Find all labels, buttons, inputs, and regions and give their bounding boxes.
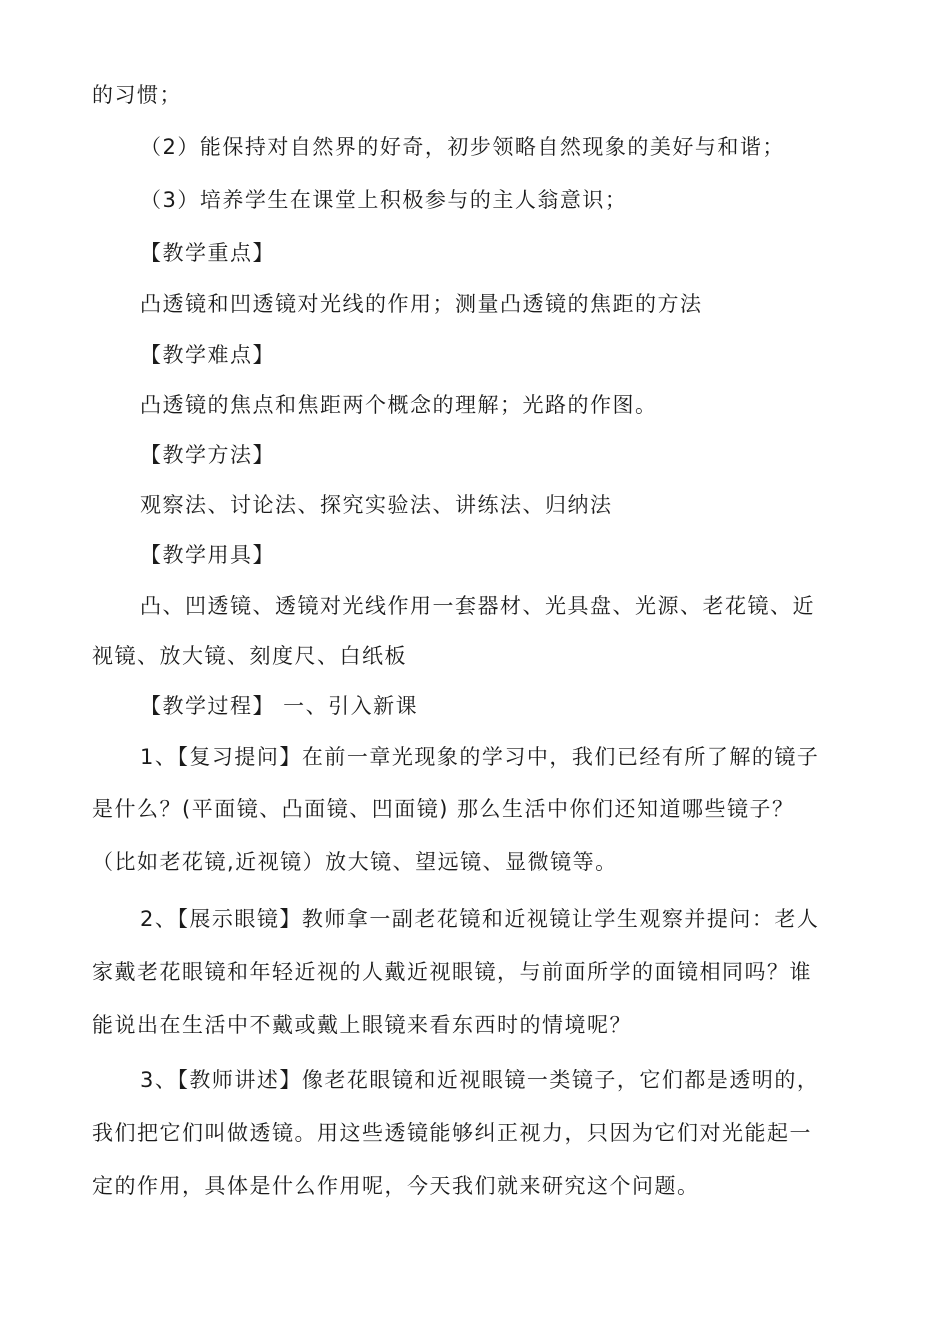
text-line: 凸透镜的焦点和焦距两个概念的理解；光路的作图。 [140,393,658,417]
text-line: （2）能保持对自然界的好奇，初步领略自然现象的美好与和谐； [140,135,785,159]
text-line: 的习惯； [92,83,182,107]
section-heading: 【教学过程】 一、引入新课 [140,694,419,718]
text-line: 我们把它们叫做透镜。用这些透镜能够纠正视力，只因为它们对光能起一 [92,1121,812,1145]
text-line: 能说出在生活中不戴或戴上眼镜来看东西时的情境呢？ [92,1013,632,1037]
section-heading: 【教学难点】 [140,343,275,367]
section-heading: 【教学用具】 [140,543,275,567]
text-line: （比如老花镜,近视镜）放大镜、望远镜、显微镜等。 [92,850,618,874]
text-line: 是什么？(平面镜、凸面镜、凹面镜) 那么生活中你们还知道哪些镜子？ [92,797,795,821]
text-line: 观察法、讨论法、探究实验法、讲练法、归纳法 [140,493,613,517]
text-line: 定的作用，具体是什么作用呢，今天我们就来研究这个问题。 [92,1174,700,1198]
text-line: （3）培养学生在课堂上积极参与的主人翁意识； [140,188,628,212]
section-heading: 【教学重点】 [140,241,275,265]
text-line: 3、【教师讲述】像老花眼镜和近视眼镜一类镜子，它们都是透明的， [140,1068,820,1092]
text-line: 1、【复习提问】在前一章光现象的学习中，我们已经有所了解的镜子 [140,745,820,769]
section-heading: 【教学方法】 [140,443,275,467]
text-line: 家戴老花眼镜和年轻近视的人戴近视眼镜，与前面所学的面镜相同吗？谁 [92,960,812,984]
text-line: 2、【展示眼镜】教师拿一副老花镜和近视镜让学生观察并提问：老人 [140,907,820,931]
text-line: 凸、凹透镜、透镜对光线作用一套器材、光具盘、光源、老花镜、近 [140,594,815,618]
text-line: 凸透镜和凹透镜对光线的作用；测量凸透镜的焦距的方法 [140,292,703,316]
text-line: 视镜、放大镜、刻度尺、白纸板 [92,644,407,668]
